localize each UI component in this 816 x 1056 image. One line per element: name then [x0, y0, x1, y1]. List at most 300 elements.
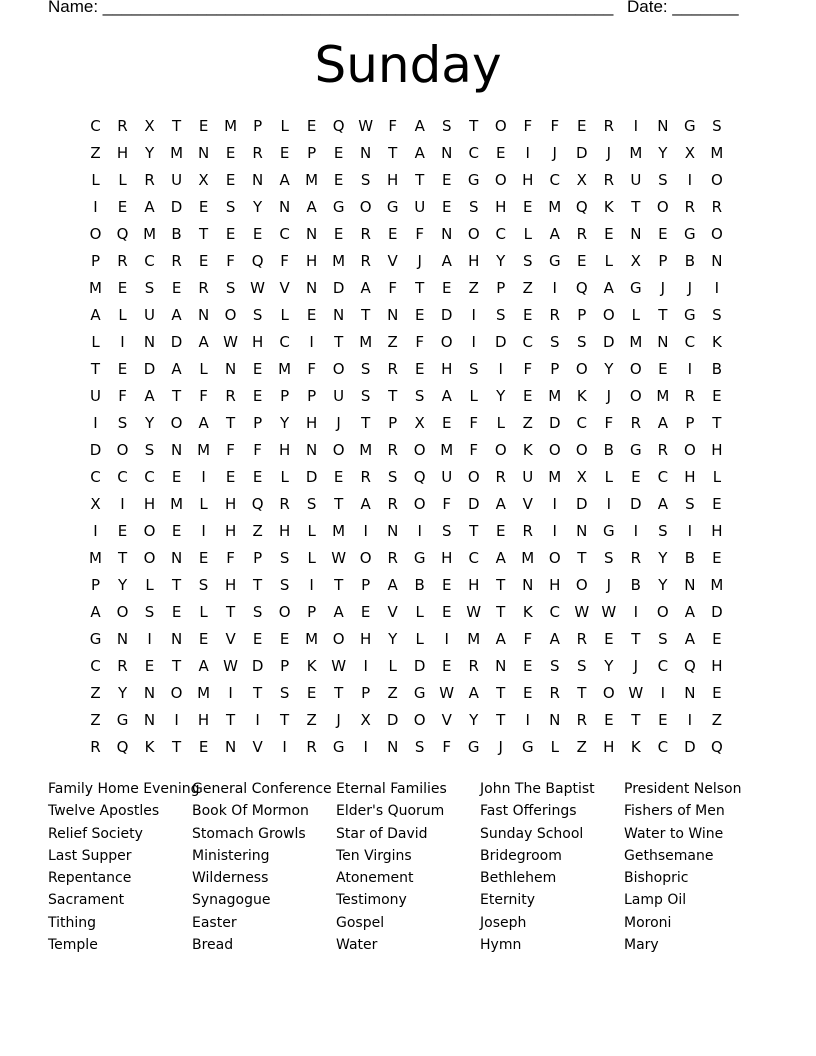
header-line	[48, 0, 739, 17]
grid-letter: P	[90, 576, 101, 595]
grid-letter: E	[441, 576, 452, 595]
page-title: Sunday	[314, 36, 502, 94]
grid-letter: R	[306, 738, 317, 757]
grid-letter: T	[496, 684, 506, 703]
grid-letter: L	[199, 494, 208, 513]
grid-letter: E	[198, 630, 209, 649]
grid-letter: B	[684, 251, 695, 270]
grid-letter: A	[171, 359, 182, 378]
grid-letter: P	[307, 143, 317, 162]
grid-letter: K	[522, 603, 533, 622]
word-list-item: Tithing	[48, 914, 97, 931]
grid-letter: R	[630, 549, 642, 568]
grid-row	[82, 626, 730, 653]
grid-letter: O	[494, 116, 507, 135]
grid-letter: E	[658, 359, 668, 378]
grid-letter: E	[441, 278, 452, 297]
grid-letter: S	[658, 170, 668, 189]
grid-letter: C	[117, 467, 128, 486]
grid-letter: E	[171, 603, 182, 622]
grid-row	[82, 301, 730, 328]
grid-letter: E	[144, 657, 155, 676]
grid-letter: S	[577, 332, 587, 351]
grid-letter: I	[633, 116, 639, 135]
grid-letter: E	[712, 630, 722, 649]
grid-letter: N	[441, 143, 453, 162]
grid-letter: I	[687, 711, 693, 730]
grid-row	[82, 193, 730, 220]
grid-letter: P	[388, 413, 398, 432]
grid-letter: J	[336, 711, 341, 730]
grid-letter: W	[223, 657, 238, 676]
grid-row	[82, 545, 730, 572]
grid-letter: E	[441, 413, 452, 432]
grid-letter: E	[712, 386, 722, 405]
grid-letter: E	[712, 549, 722, 568]
grid-letter: I	[660, 684, 666, 703]
grid-letter: J	[498, 738, 503, 757]
grid-letter: E	[441, 197, 452, 216]
grid-letter: M	[170, 143, 184, 162]
grid-letter: L	[199, 359, 208, 378]
grid-letter: L	[280, 116, 289, 135]
grid-letter: T	[171, 576, 182, 595]
grid-letter: N	[576, 521, 588, 540]
grid-letter: Y	[604, 359, 614, 378]
word-list-item: Joseph	[480, 914, 527, 931]
grid-letter: E	[306, 684, 317, 703]
grid-letter: T	[469, 521, 479, 540]
grid-letter: O	[494, 170, 507, 189]
grid-letter: W	[601, 603, 617, 622]
grid-letter: I	[471, 305, 476, 324]
grid-letter: N	[630, 224, 642, 243]
grid-letter: I	[498, 359, 503, 378]
grid-letter: O	[332, 630, 345, 649]
grid-letter: M	[629, 332, 643, 351]
grid-letter: E	[523, 684, 533, 703]
grid-letter: F	[307, 359, 316, 378]
grid-letter: S	[225, 278, 236, 297]
grid-letter: S	[550, 332, 560, 351]
grid-letter: U	[171, 170, 183, 189]
grid-letter: N	[387, 305, 399, 324]
grid-letter: S	[604, 549, 614, 568]
grid-letter: M	[548, 467, 562, 486]
grid-letter: N	[143, 332, 156, 351]
word-column	[624, 778, 768, 956]
word-list-item: Relief Society	[48, 825, 143, 842]
grid-letter: I	[552, 278, 557, 297]
grid-letter: O	[413, 494, 426, 513]
grid-letter: R	[522, 521, 533, 540]
grid-letter: T	[334, 684, 344, 703]
grid-letter: P	[253, 549, 263, 568]
grid-letter: C	[657, 738, 669, 757]
letter-grid	[82, 112, 730, 761]
grid-letter: P	[577, 305, 587, 324]
grid-letter: Z	[90, 711, 101, 730]
grid-letter: Q	[116, 738, 129, 757]
word-list-item: Bishopric	[624, 870, 689, 887]
grid-letter: N	[684, 576, 696, 595]
grid-letter: R	[198, 278, 209, 297]
grid-letter: B	[171, 224, 182, 243]
grid-letter: D	[576, 143, 588, 162]
grid-letter: T	[631, 630, 641, 649]
grid-letter: Z	[522, 278, 533, 297]
grid-letter: R	[711, 197, 723, 216]
grid-letter: T	[496, 711, 506, 730]
grid-letter: N	[360, 143, 372, 162]
grid-letter: H	[468, 251, 480, 270]
grid-row	[82, 517, 730, 544]
word-list-item: Book Of Mormon	[192, 803, 309, 820]
grid-letter: F	[226, 440, 235, 459]
grid-letter: D	[576, 494, 588, 513]
grid-row	[82, 734, 730, 761]
grid-letter: D	[386, 711, 399, 730]
grid-letter: I	[282, 738, 287, 757]
word-list-item: Testimony	[336, 892, 407, 909]
grid-letter: D	[440, 305, 453, 324]
grid-letter: J	[417, 251, 422, 270]
word-list-item: Bridegroom	[480, 847, 562, 864]
grid-letter: X	[576, 170, 587, 189]
grid-letter: E	[712, 494, 722, 513]
grid-letter: W	[331, 657, 347, 676]
grid-letter: J	[633, 657, 639, 676]
grid-letter: V	[252, 738, 263, 757]
grid-letter: R	[549, 684, 560, 703]
grid-letter: I	[363, 521, 368, 540]
grid-letter: O	[467, 467, 480, 486]
grid-letter: T	[226, 603, 236, 622]
grid-row	[82, 382, 730, 409]
grid-letter: L	[307, 521, 316, 540]
grid-letter: X	[198, 170, 209, 189]
grid-letter: W	[250, 278, 266, 297]
grid-letter: E	[171, 521, 182, 540]
grid-letter: S	[117, 413, 128, 432]
grid-letter: E	[441, 657, 452, 676]
word-list-item: Sunday School	[480, 825, 584, 842]
grid-letter: R	[468, 657, 479, 676]
grid-letter: H	[468, 576, 480, 595]
grid-letter: E	[523, 386, 533, 405]
grid-letter: M	[170, 494, 184, 513]
grid-row	[82, 166, 730, 193]
grid-letter: S	[279, 549, 290, 568]
grid-letter: E	[117, 521, 128, 540]
grid-letter: O	[143, 549, 156, 568]
grid-letter: S	[658, 630, 668, 649]
grid-letter: A	[171, 305, 182, 324]
grid-letter: H	[278, 440, 291, 459]
grid-letter: A	[495, 494, 506, 513]
grid-letter: H	[549, 576, 561, 595]
grid-letter: K	[711, 332, 722, 351]
grid-letter: X	[414, 413, 425, 432]
word-list-item: Family Home Evening	[48, 781, 200, 797]
grid-letter: A	[90, 305, 101, 324]
grid-letter: M	[467, 630, 481, 649]
grid-letter: M	[89, 549, 102, 568]
grid-letter: H	[711, 521, 723, 540]
grid-letter: E	[198, 738, 209, 757]
grid-letter: C	[468, 549, 479, 568]
grid-letter: I	[687, 521, 693, 540]
grid-letter: Y	[280, 413, 290, 432]
grid-letter: M	[332, 521, 346, 540]
grid-letter: I	[228, 684, 233, 703]
grid-letter: T	[334, 576, 344, 595]
grid-letter: L	[415, 630, 424, 649]
grid-letter: Q	[575, 278, 588, 297]
grid-letter: S	[414, 738, 425, 757]
grid-letter: H	[305, 251, 318, 270]
grid-letter: X	[684, 143, 695, 162]
word-list-item: Stomach Growls	[192, 825, 306, 842]
word-list-item: Eternity	[480, 892, 535, 909]
grid-letter: H	[278, 521, 291, 540]
grid-letter: L	[145, 576, 154, 595]
grid-letter: N	[657, 332, 669, 351]
grid-letter: E	[577, 251, 587, 270]
grid-letter: T	[334, 332, 344, 351]
grid-letter: Z	[387, 332, 398, 351]
grid-letter: I	[552, 521, 557, 540]
grid-letter: L	[91, 170, 100, 189]
grid-letter: T	[117, 549, 128, 568]
grid-letter: F	[226, 549, 235, 568]
grid-letter: M	[440, 440, 454, 459]
grid-letter: E	[198, 251, 209, 270]
grid-letter: Y	[604, 657, 614, 676]
grid-letter: O	[116, 440, 129, 459]
grid-letter: C	[90, 657, 101, 676]
grid-letter: N	[441, 224, 453, 243]
grid-letter: M	[629, 143, 643, 162]
grid-letter: C	[279, 224, 290, 243]
grid-letter: R	[90, 738, 101, 757]
grid-letter: N	[279, 197, 291, 216]
grid-letter: R	[495, 467, 506, 486]
grid-letter: Y	[117, 576, 128, 595]
grid-letter: S	[252, 603, 263, 622]
grid-letter: L	[307, 549, 316, 568]
grid-letter: I	[417, 521, 422, 540]
word-list-item: Atonement	[336, 870, 414, 887]
grid-letter: I	[687, 170, 693, 189]
grid-letter: S	[414, 386, 425, 405]
grid-letter: E	[523, 305, 533, 324]
grid-letter: O	[548, 440, 561, 459]
grid-letter: J	[552, 143, 557, 162]
grid-letter: L	[604, 467, 613, 486]
grid-letter: X	[144, 116, 155, 135]
grid-letter: U	[90, 386, 101, 405]
grid-letter: T	[334, 494, 344, 513]
grid-letter: M	[224, 116, 238, 135]
grid-letter: H	[251, 332, 264, 351]
grid-letter: E	[171, 467, 182, 486]
grid-letter: H	[441, 549, 453, 568]
grid-letter: Q	[251, 494, 264, 513]
grid-letter: N	[197, 305, 210, 324]
grid-letter: I	[363, 657, 368, 676]
grid-letter: M	[548, 197, 562, 216]
grid-letter: U	[144, 305, 156, 324]
grid-letter: W	[466, 603, 482, 622]
grid-letter: E	[198, 116, 209, 135]
grid-letter: P	[307, 386, 317, 405]
grid-letter: E	[360, 603, 371, 622]
grid-letter: O	[494, 440, 507, 459]
grid-letter: D	[630, 494, 642, 513]
word-list-item: Ten Virgins	[336, 847, 412, 864]
grid-letter: U	[441, 467, 453, 486]
word-list-item: Easter	[192, 914, 237, 931]
grid-letter: S	[225, 197, 236, 216]
grid-letter: A	[414, 116, 425, 135]
grid-letter: R	[225, 386, 236, 405]
grid-letter: I	[363, 738, 368, 757]
grid-letter: E	[279, 630, 290, 649]
grid-letter: T	[90, 359, 101, 378]
grid-letter: Y	[144, 143, 155, 162]
grid-letter: W	[223, 332, 238, 351]
grid-letter: A	[495, 630, 506, 649]
grid-letter: O	[332, 359, 345, 378]
grid-letter: Q	[683, 657, 696, 676]
grid-letter: A	[360, 494, 371, 513]
grid-letter: O	[170, 413, 183, 432]
grid-letter: R	[576, 224, 587, 243]
grid-letter: I	[93, 197, 98, 216]
grid-letter: K	[144, 738, 155, 757]
grid-letter: Z	[576, 738, 587, 757]
grid-letter: A	[441, 251, 452, 270]
grid-letter: C	[549, 603, 561, 622]
grid-letter: V	[387, 251, 398, 270]
grid-letter: N	[143, 684, 156, 703]
grid-letter: H	[603, 738, 615, 757]
grid-letter: D	[332, 278, 345, 297]
grid-letter: S	[658, 521, 668, 540]
grid-letter: H	[116, 143, 129, 162]
grid-letter: K	[306, 657, 317, 676]
grid-row	[82, 599, 730, 626]
word-list-item: Bread	[192, 937, 234, 954]
grid-letter: T	[361, 413, 371, 432]
grid-letter: M	[548, 386, 562, 405]
grid-letter: A	[657, 494, 668, 513]
grid-letter: C	[468, 143, 479, 162]
grid-letter: D	[143, 359, 156, 378]
word-list-item: Water to Wine	[624, 825, 724, 842]
grid-letter: O	[656, 603, 669, 622]
grid-letter: W	[574, 603, 590, 622]
grid-letter: H	[197, 711, 210, 730]
grid-letter: F	[226, 251, 235, 270]
grid-letter: X	[90, 494, 101, 513]
grid-letter: N	[333, 305, 345, 324]
grid-letter: A	[603, 278, 614, 297]
grid-letter: O	[602, 305, 615, 324]
grid-letter: M	[278, 359, 292, 378]
grid-letter: P	[253, 413, 263, 432]
grid-letter: G	[116, 711, 129, 730]
word-list-item: Fishers of Men	[624, 803, 725, 820]
grid-letter: Y	[388, 630, 398, 649]
grid-letter: V	[279, 278, 290, 297]
grid-letter: P	[280, 657, 290, 676]
word-list-item: Gethsemane	[624, 847, 714, 864]
grid-letter: J	[687, 278, 693, 297]
grid-row	[82, 653, 730, 680]
grid-letter: G	[684, 305, 696, 324]
grid-letter: S	[360, 170, 371, 189]
word-list-item: Hymn	[480, 937, 522, 954]
grid-letter: H	[387, 170, 399, 189]
grid-letter: F	[442, 738, 452, 757]
grid-letter: G	[413, 684, 426, 703]
grid-letter: E	[604, 711, 614, 730]
grid-letter: E	[631, 467, 641, 486]
grid-letter: P	[550, 359, 560, 378]
grid-row	[82, 247, 730, 274]
grid-letter: O	[224, 305, 237, 324]
grid-letter: N	[170, 630, 183, 649]
grid-letter: S	[279, 684, 290, 703]
grid-letter: E	[414, 305, 425, 324]
grid-row	[82, 572, 730, 599]
grid-letter: E	[225, 143, 236, 162]
grid-letter: S	[468, 197, 479, 216]
grid-letter: M	[359, 332, 373, 351]
grid-row	[82, 355, 730, 382]
grid-letter: G	[684, 116, 696, 135]
word-list	[48, 778, 768, 956]
grid-letter: B	[603, 440, 614, 459]
grid-letter: A	[90, 603, 101, 622]
grid-row	[82, 490, 730, 517]
grid-letter: K	[630, 738, 641, 757]
grid-letter: E	[252, 359, 263, 378]
grid-letter: L	[91, 332, 100, 351]
grid-letter: M	[710, 143, 724, 162]
grid-letter: O	[89, 224, 102, 243]
grid-letter: E	[306, 305, 317, 324]
grid-letter: O	[548, 549, 561, 568]
grid-letter: E	[252, 467, 263, 486]
grid-letter: T	[577, 684, 587, 703]
grid-letter: L	[604, 251, 613, 270]
grid-letter: G	[630, 278, 642, 297]
grid-letter: E	[333, 224, 344, 243]
grid-letter: H	[711, 440, 723, 459]
grid-letter: P	[90, 251, 101, 270]
grid-letter: E	[117, 278, 128, 297]
grid-letter: E	[604, 224, 614, 243]
grid-letter: T	[226, 413, 236, 432]
grid-letter: H	[224, 521, 237, 540]
grid-letter: Y	[658, 549, 668, 568]
grid-letter: F	[388, 116, 397, 135]
grid-letter: R	[117, 657, 128, 676]
grid-letter: P	[658, 251, 668, 270]
